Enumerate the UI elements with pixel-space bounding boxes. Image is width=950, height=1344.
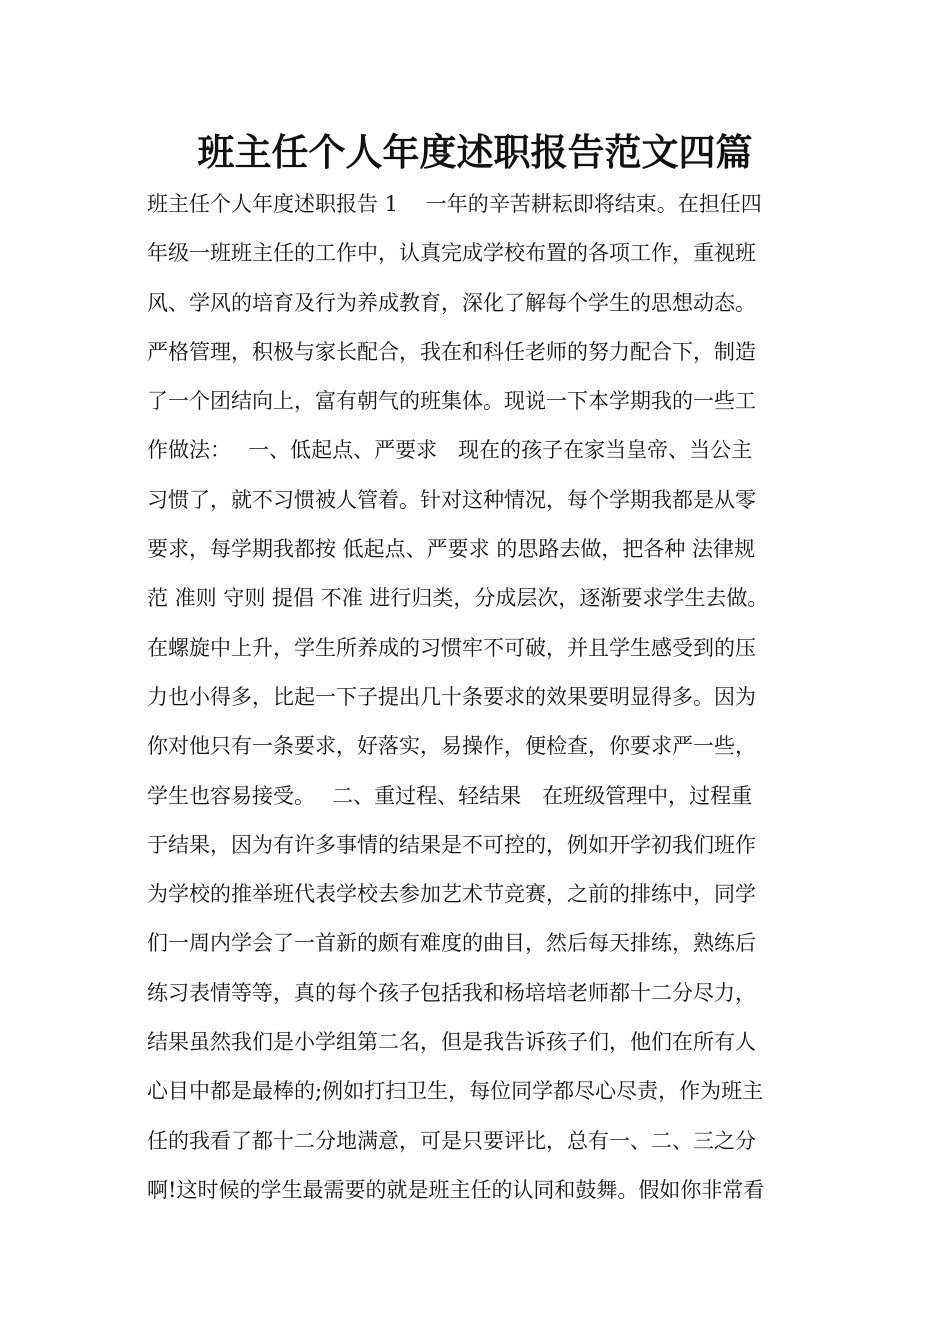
body-line: 你对他只有一条要求，好落实，易操作，便检查，你要求严一些， [147, 734, 756, 759]
body-line: 力也小得多，比起一下子提出几十条要求的效果要明显得多。因为 [147, 684, 756, 709]
body-line: 习惯了，就不习惯被人管着。针对这种情况，每个学期我都是从零 [147, 487, 756, 512]
body-line: 年级一班班主任的工作中，认真完成学校布置的各项工作，重视班 [147, 241, 756, 266]
body-line: 任的我看了都十二分地满意，可是只要评比，总有一、二、三之分 [147, 1128, 756, 1153]
body-line: 要求，每学期我都按 低起点、严要求 的思路去做，把各种 法律规 [147, 537, 756, 562]
document-title: 班主任个人年度述职报告范文四篇 [197, 130, 753, 174]
document-body [147, 180, 847, 1215]
body-line: 于结果，因为有许多事情的结果是不可控的，例如开学初我们班作 [147, 832, 756, 857]
body-line: 啊!这时候的学生最需要的就是班主任的认同和鼓舞。假如你非常看 [147, 1177, 765, 1202]
body-line: 为学校的推举班代表学校去参加艺术节竞赛，之前的排练中，同学 [147, 882, 756, 907]
body-line: 结果虽然我们是小学组第二名，但是我告诉孩子们，他们在所有人 [147, 1030, 756, 1055]
body-line: 学生也容易接受。 二、重过程、轻结果 在班级管理中，过程重 [147, 783, 753, 808]
body-line: 了一个团结向上，富有朝气的班集体。现说一下本学期我的一些工 [147, 389, 756, 414]
body-line: 范 准则 守则 提倡 不准 进行归类，分成层次，逐渐要求学生去做。 [147, 586, 769, 611]
body-line: 班主任个人年度述职报告 1 一年的辛苦耕耘即将结束。在担任四 [147, 192, 762, 216]
body-line: 心目中都是最棒的;例如打扫卫生，每位同学都尽心尽责，作为班主 [147, 1079, 764, 1104]
body-line: 风、学风的培育及行为养成教育，深化了解每个学生的思想动态。 [147, 290, 756, 315]
body-line: 严格管理，积极与家长配合，我在和科任老师的努力配合下，制造 [147, 339, 756, 364]
body-line: 作做法： 一、低起点、严要求 现在的孩子在家当皇帝、当公主 [147, 438, 753, 463]
body-line: 练习表情等等，真的每个孩子包括我和杨培培老师都十二分尽力， [147, 980, 756, 1005]
body-line: 在螺旋中上升，学生所养成的习惯牢不可破，并且学生感受到的压 [147, 635, 756, 660]
body-line: 们一周内学会了一首新的颇有难度的曲目，然后每天排练，熟练后 [147, 931, 756, 956]
